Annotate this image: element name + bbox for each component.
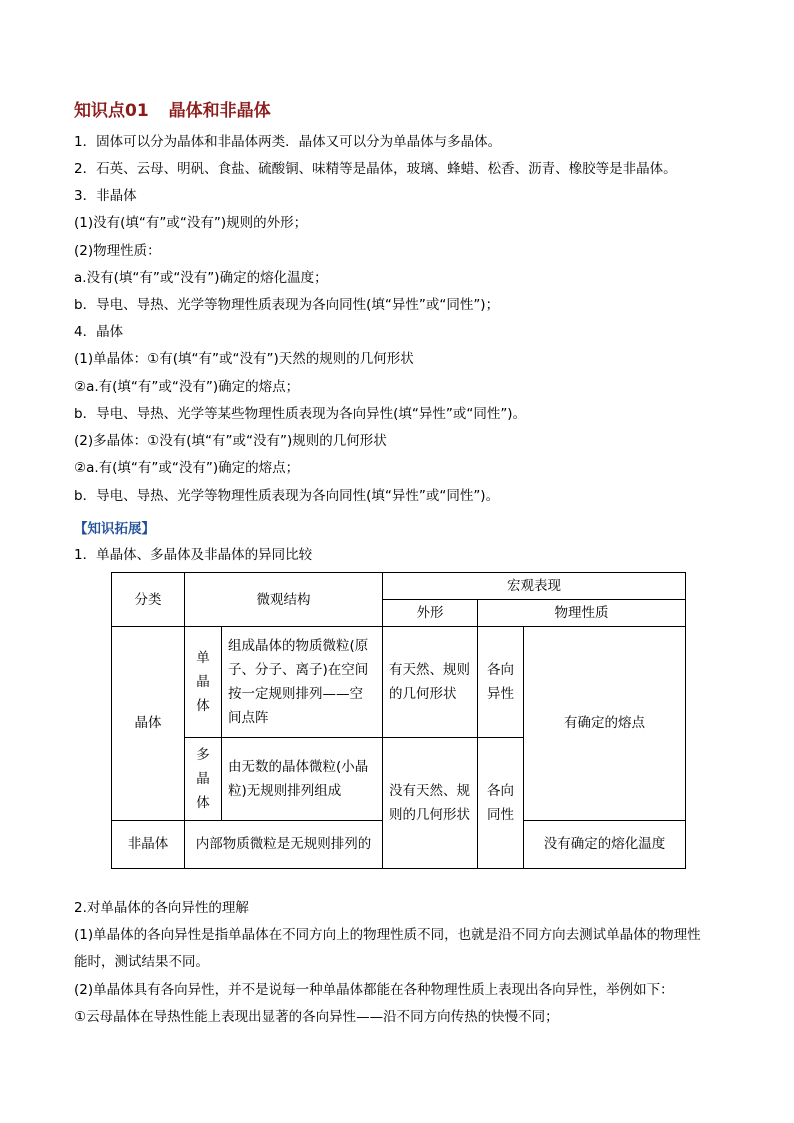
- cell-amorphous-melt: 没有确定的熔化温度: [524, 820, 686, 868]
- text-line: (2)单晶体具有各向异性，并不是说每一种单晶体都能在各种物理性质上表现出各向异性，举例如下：: [74, 982, 674, 998]
- text-line: b．导电、导热、光学等某些物理性质表现为各向异性(填“异性”或“同性”)。: [74, 406, 527, 422]
- cell-poly-label: 多 晶 体: [185, 737, 222, 820]
- text-line: ①云母晶体在导热性能上表现出显著的各向异性——沿不同方向传热的快慢不同；: [74, 1009, 559, 1025]
- text-line: (2)多晶体：①没有(填“有”或“没有”)规则的几何形状: [74, 433, 387, 449]
- extension-label: 【知识拓展】: [74, 521, 155, 537]
- cell-single-label: 单 晶 体: [185, 627, 222, 737]
- cell-single-aniso: 各向 异性: [478, 627, 524, 737]
- text-line: 1．固体可以分为晶体和非晶体两类．晶体又可以分为单晶体与多晶体。: [74, 134, 502, 150]
- comparison-table: [111, 572, 686, 869]
- text-line: ②a.有(填“有”或“没有”)确定的熔点；: [74, 460, 300, 476]
- cell-poly-micro: 由无数的晶体微粒(小晶粒)无规则排列组成: [222, 737, 383, 820]
- cell-amorphous: 非晶体: [112, 820, 185, 868]
- text-line: (1)没有(填“有”或“没有”)规则的外形；: [74, 215, 308, 231]
- text-line: (1)单晶体的各向异性是指单晶体在不同方向上的物理性质不同，也就是沿不同方向去测试单晶体的物理性: [74, 927, 701, 943]
- section-heading: [74, 96, 271, 121]
- text-line: 3．非晶体: [74, 188, 137, 204]
- table-caption: 1．单晶体、多晶体及非晶体的异同比较: [74, 547, 313, 563]
- cell-poly-shape: 没有天然、规则的几何形状: [383, 737, 478, 868]
- heading-number: 知识点01: [74, 101, 149, 121]
- text-line: 2．石英、云母、明矾、食盐、硫酸铜、味精等是晶体，玻璃、蜂蜡、松香、沥青、橡胶等是非晶体。: [74, 161, 677, 177]
- text-line: b．导电、导热、光学等物理性质表现为各向同性(填“异性”或“同性”)；: [74, 297, 500, 313]
- cell-single-micro: 组成晶体的物质微粒(原子、分子、离子)在空间按一定规则排列——空间点阵: [222, 627, 383, 737]
- text-line: b．导电、导热、光学等物理性质表现为各向同性(填“异性”或“同性”)。: [74, 488, 500, 504]
- cell-poly-iso: 各向 同性: [478, 737, 524, 868]
- header-property: 物理性质: [478, 600, 686, 627]
- cell-amorphous-micro: 内部物质微粒是无规则排列的: [185, 820, 383, 868]
- text-line: 4．晶体: [74, 324, 124, 340]
- text-line: 2.对单晶体的各向异性的理解: [74, 900, 249, 916]
- text-line: (2)物理性质：: [74, 243, 161, 259]
- text-line: a.没有(填“有”或“没有”)确定的熔化温度；: [74, 270, 328, 286]
- text-line: ②a.有(填“有”或“没有”)确定的熔点；: [74, 379, 300, 395]
- header-macro: 宏观表现: [383, 573, 686, 600]
- text-line: 能时，测试结果不同。: [74, 954, 209, 970]
- header-category: 分类: [112, 573, 185, 627]
- cell-single-shape: 有天然、规则的几何形状: [383, 627, 478, 737]
- cell-crystal-melt: 有确定的熔点: [524, 627, 686, 821]
- text-line: (1)单晶体：①有(填“有”或“没有”)天然的规则的几何形状: [74, 351, 414, 367]
- heading-title: 晶体和非晶体: [168, 101, 271, 121]
- cell-crystal: 晶体: [112, 627, 185, 821]
- header-micro: 微观结构: [185, 573, 383, 627]
- header-shape: 外形: [383, 600, 478, 627]
